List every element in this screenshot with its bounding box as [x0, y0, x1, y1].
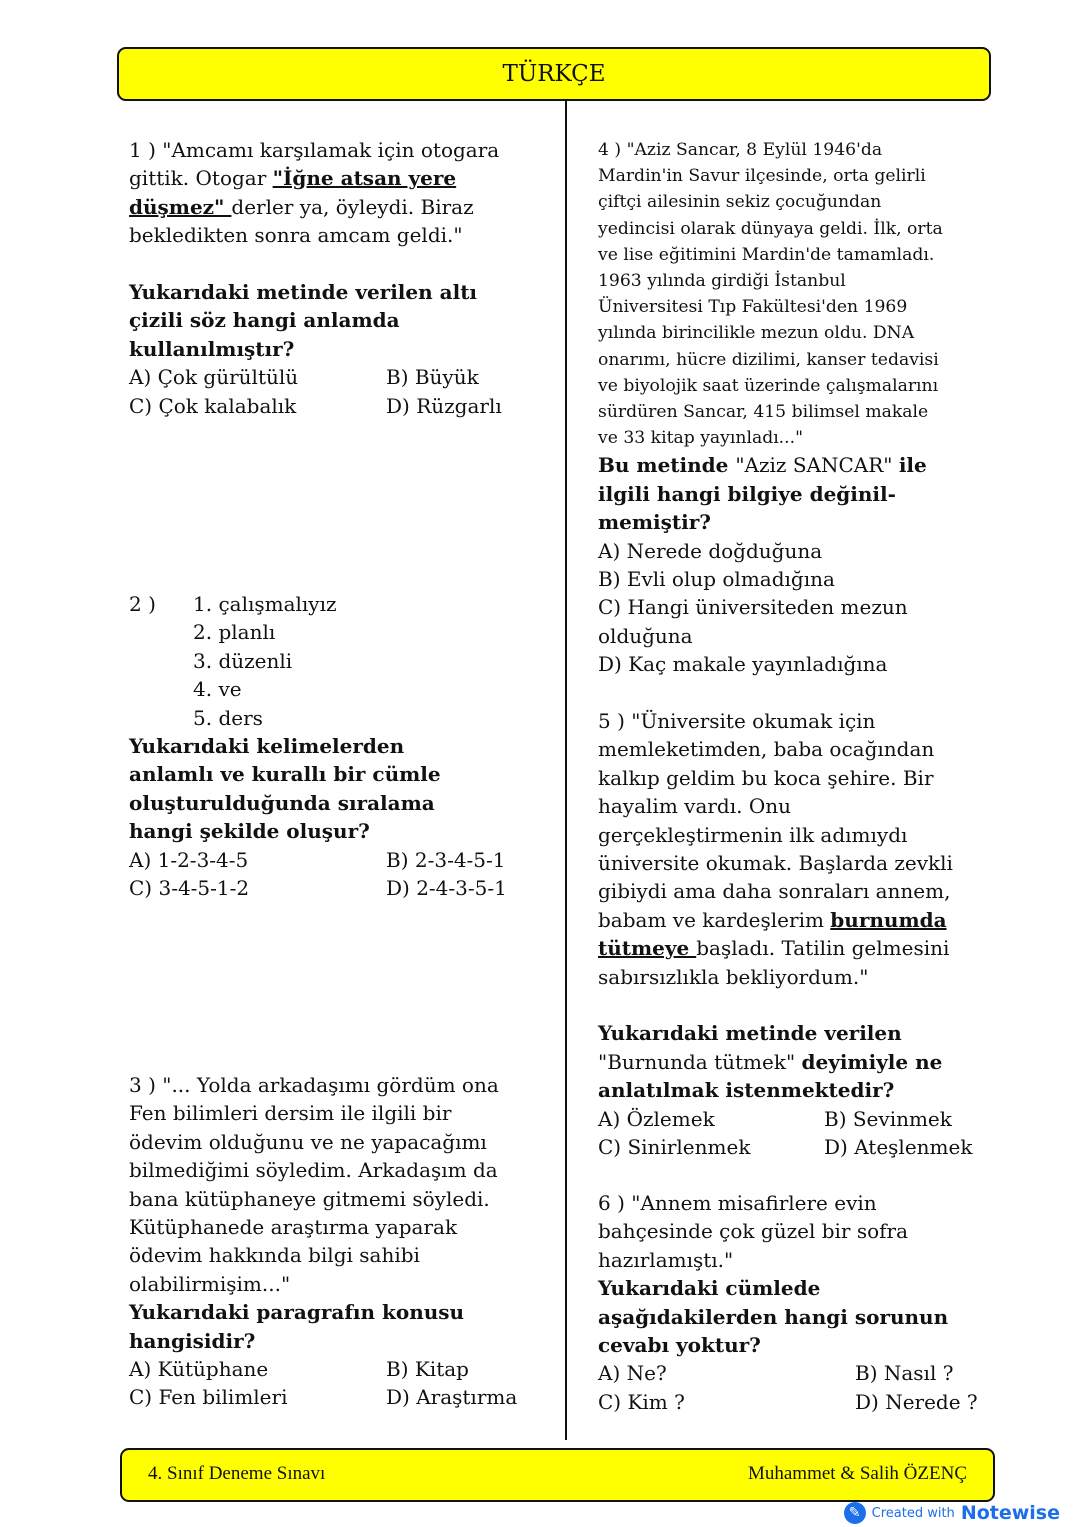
question-6: [598, 1189, 1015, 1416]
text-line: [598, 764, 1004, 792]
subject-header: [117, 47, 991, 101]
subject-title: TÜRKÇE: [502, 61, 606, 87]
bold-text: kullanılmıştır?: [129, 336, 295, 361]
text-line: [598, 565, 943, 593]
bold-text: burnumda: [830, 907, 947, 932]
text: ve lise eğitimini Mardin'de tamamladı.: [598, 244, 935, 265]
text: bana kütüphaneye gitmemi söyledi.: [129, 1186, 490, 1211]
text-line: [598, 137, 943, 163]
question-2: [129, 590, 546, 902]
text-line: [598, 707, 1004, 735]
answer-option[interactable]: A) Kütüphane: [129, 1357, 269, 1382]
answer-option[interactable]: B) 2-3-4-5-1: [386, 847, 506, 872]
text: gerçekleştirmenin ilk adımıydı: [598, 822, 908, 847]
text: sürdüren Sancar, 415 bilimsel makale: [598, 402, 929, 423]
bold-text: çizili söz hangi anlamda: [129, 308, 400, 333]
text-line: [129, 278, 546, 306]
question-4: [598, 137, 943, 679]
bold-text: hangi şekilde oluşur?: [129, 819, 370, 844]
footer-bar: [120, 1448, 995, 1502]
text: 1 ) "Amcamı karşılamak için otogara: [129, 138, 500, 162]
bold-text: aşağıdakilerden hangi sorunun: [598, 1304, 949, 1329]
text: Mardin'in Savur ilçesinde, orta gelirli: [598, 166, 926, 187]
text: ve 33 kitap yayınladı...": [598, 428, 803, 449]
answer-option[interactable]: B) Nasıl ?: [855, 1361, 954, 1386]
answer-option[interactable]: D) Nerede ?: [855, 1389, 978, 1414]
text-line: [129, 789, 546, 817]
bold-text: deyimiyle ne: [801, 1049, 943, 1074]
text: 3 ) "... Yolda arkadaşımı gördüm ona: [129, 1073, 499, 1097]
text: gittik. Otogar: [129, 166, 273, 191]
text-line: [598, 508, 943, 536]
text-line: [598, 650, 943, 678]
column-divider: [565, 100, 567, 1440]
text-line: [598, 906, 1004, 934]
text-line: [129, 221, 546, 249]
answer-option[interactable]: C) 3-4-5-1-2: [129, 876, 250, 901]
answer-option[interactable]: C) Çok kalabalık: [129, 393, 297, 418]
text-line: [598, 1076, 1004, 1104]
answer-option[interactable]: B) Büyük: [386, 365, 479, 390]
text: üniversite okumak. Başlarda zevkli: [598, 851, 953, 876]
answer-option[interactable]: D) 2-4-3-5-1: [386, 876, 507, 901]
text-line: [129, 136, 546, 164]
text: hazırlamıştı.": [598, 1247, 734, 1272]
bold-text: memiştir?: [598, 510, 711, 535]
text-line: [598, 1048, 1004, 1076]
text-line: [598, 480, 943, 508]
answer-option[interactable]: C) Sinirlenmek: [598, 1135, 751, 1160]
text-line: [598, 963, 1004, 991]
text: 4 ) "Aziz Sancar, 8 Eylül 1946'da: [598, 140, 883, 160]
text-line: [598, 821, 1004, 849]
text-line: [129, 1071, 546, 1099]
text-line: [598, 1246, 1015, 1274]
answer-option[interactable]: C) Kim ?: [598, 1389, 685, 1414]
text-line: [598, 425, 943, 451]
text: "Aziz SANCAR": [735, 453, 899, 478]
text: bekledikten sonra amcam geldi.": [129, 223, 463, 248]
word-item: 3. düzenli: [193, 648, 293, 673]
text-line: [129, 1327, 546, 1355]
text: olabilirmişim...": [129, 1271, 291, 1296]
question-3: [129, 1071, 546, 1412]
pencil-icon: ✎: [844, 1502, 866, 1524]
question-number: 2 ): [129, 592, 156, 616]
text: Fen bilimleri dersim ile ilgili bir: [129, 1101, 452, 1126]
text-line: [598, 268, 943, 294]
text-line: [129, 1270, 546, 1298]
bold-text: Yukarıdaki metinde verilen: [598, 1021, 902, 1046]
answer-option[interactable]: B) Sevinmek: [824, 1106, 952, 1131]
text: hayalim vardı. Onu: [598, 794, 791, 819]
bold-text: tütmeye: [598, 936, 697, 961]
text-line: [129, 1128, 546, 1156]
text: babam ve kardeşlerim: [598, 907, 831, 932]
text: bahçesinde çok güzel bir sofra: [598, 1219, 909, 1244]
word-item: 4. ve: [193, 677, 242, 702]
passage: [598, 137, 943, 451]
text: gibiydi ama daha sonraları annem,: [598, 879, 951, 904]
watermark-brand: Notewise: [960, 1502, 1060, 1524]
text-line: [598, 163, 943, 189]
bold-text: ilgili hangi bilgiye değinil-: [598, 481, 896, 506]
text: bilmediğimi söyledim. Arkadaşım da: [129, 1158, 498, 1183]
text-line: [129, 1298, 546, 1326]
text-line: [598, 934, 1004, 962]
text-line: [129, 817, 546, 845]
word-item: 5. ders: [193, 705, 263, 730]
text: ödevim olduğunu ve ne yapacağımı: [129, 1129, 487, 1154]
text-line: [129, 306, 546, 334]
text: 6 ) "Annem misafirlere evin: [598, 1191, 877, 1215]
answer-option[interactable]: B) Kitap: [386, 1357, 469, 1382]
text-line: [598, 189, 943, 215]
text-line: [129, 760, 546, 788]
text-line: [598, 593, 943, 621]
answer-option[interactable]: A) 1-2-3-4-5: [129, 847, 249, 872]
bold-text: anlamlı ve kurallı bir cümle: [129, 762, 441, 787]
text-line: [598, 1331, 1015, 1359]
bold-text: Bu metinde: [598, 453, 736, 478]
text: memleketimden, baba ocağından: [598, 737, 935, 762]
answer-option[interactable]: A) Ne?: [598, 1361, 667, 1386]
text-line: [129, 1156, 546, 1184]
text-line: [598, 537, 943, 565]
text: çiftçi ailesinin sekiz çocuğundan: [598, 192, 882, 213]
text: ve biyolojik saat üzerinde çalışmalarını: [598, 375, 939, 396]
text-line: [598, 622, 943, 650]
bold-text: Yukarıdaki kelimelerden: [129, 734, 405, 759]
text-line: [129, 732, 546, 760]
text-line: [598, 399, 943, 425]
text: derler ya, öyleydi. Biraz: [231, 194, 474, 219]
answer-option[interactable]: A) Özlemek: [598, 1106, 715, 1131]
text: Üniversitesi Tıp Fakültesi'den 1969: [598, 297, 908, 318]
text-line: [129, 1241, 546, 1269]
bold-text: hangisidir?: [129, 1328, 256, 1353]
answer-options: [129, 1355, 546, 1412]
bold-text: ile: [898, 453, 927, 478]
answer-options: [129, 363, 546, 420]
answer-option[interactable]: A) Çok gürültülü: [129, 365, 299, 390]
text-line: [598, 294, 943, 320]
text-line: [129, 1185, 546, 1213]
answer-options: [598, 1105, 1004, 1162]
text: D) Kaç makale yayınladığına: [598, 652, 888, 677]
answer-option[interactable]: D) Araştırma: [386, 1385, 518, 1410]
text-line: [129, 335, 546, 363]
text-line: [598, 1303, 1015, 1331]
text-line: [598, 792, 1004, 820]
text: yılında birincilikle mezun oldu. DNA: [598, 323, 915, 344]
bold-text: Yukarıdaki cümlede: [598, 1276, 821, 1301]
text-line: [598, 373, 943, 399]
authors: Muhammet & Salih ÖZENÇ: [747, 1463, 967, 1484]
word-item: 2. planlı: [193, 620, 276, 645]
text-line: [598, 735, 1004, 763]
text-line: [129, 164, 546, 192]
text-line: [598, 320, 943, 346]
text: onarımı, hücre dizilimi, kanser tedavisi: [598, 349, 939, 370]
answer-options: [598, 1359, 1015, 1416]
text: kalkıp geldim bu koca şehire. Bir: [598, 765, 934, 790]
text-line: [129, 1099, 546, 1127]
bold-text: oluşturulduğunda sıralama: [129, 790, 435, 815]
answer-option[interactable]: C) Fen bilimleri: [129, 1385, 288, 1410]
text-line: [598, 877, 1004, 905]
word-list: [193, 590, 546, 732]
text-line: [598, 1189, 1015, 1217]
text-line: [129, 1213, 546, 1241]
text-line: [598, 216, 943, 242]
bold-text: Yukarıdaki paragrafın konusu: [129, 1300, 465, 1325]
text: olduğuna: [598, 623, 693, 648]
answer-option[interactable]: D) Ateşlenmek: [824, 1135, 973, 1160]
text-line: [129, 250, 546, 278]
text-line: [598, 1274, 1015, 1302]
bold-text: Yukarıdaki metinde verilen altı: [129, 280, 478, 305]
text: yedincisi olarak dünyaya geldi. İlk, orta: [598, 218, 943, 239]
text-line: [598, 991, 1004, 1019]
text: A) Nerede doğduğuna: [598, 538, 823, 563]
watermark-small: Created with: [871, 1505, 955, 1521]
answer-options: [129, 846, 546, 903]
answer-option[interactable]: D) Rüzgarlı: [386, 393, 502, 418]
bold-text: anlatılmak istenmektedir?: [598, 1078, 895, 1103]
text: 1963 yılında girdiği İstanbul: [598, 271, 846, 292]
bold-text: cevabı yoktur?: [598, 1333, 761, 1358]
bold-text: düşmez": [129, 194, 232, 219]
text: başladı. Tatilin gelmesini: [696, 936, 950, 961]
text: ödevim hakkında bilgi sahibi: [129, 1243, 420, 1268]
text-line: [129, 193, 546, 221]
text: "Burnunda tütmek": [598, 1049, 802, 1074]
exam-name: 4. Sınıf Deneme Sınavı: [148, 1463, 326, 1484]
text-line: [598, 1019, 1004, 1047]
text: sabırsızlıkla bekliyordum.": [598, 964, 869, 989]
text: 5 ) "Üniversite okumak için: [598, 709, 876, 733]
text-line: [598, 1217, 1015, 1245]
question-1: [129, 136, 546, 420]
question-5: [598, 707, 1004, 1161]
text: C) Hangi üniversiteden mezun: [598, 595, 908, 620]
text: Kütüphanede araştırma yaparak: [129, 1215, 458, 1240]
bold-text: "İğne atsan yere: [272, 166, 457, 191]
text-line: [598, 451, 943, 479]
text: B) Evli olup olmadığına: [598, 567, 835, 592]
text-line: [598, 347, 943, 373]
notewise-watermark: [844, 1501, 1060, 1525]
word-item: 1. çalışmalıyız: [193, 592, 337, 616]
text-line: [598, 242, 943, 268]
text-line: [598, 849, 1004, 877]
